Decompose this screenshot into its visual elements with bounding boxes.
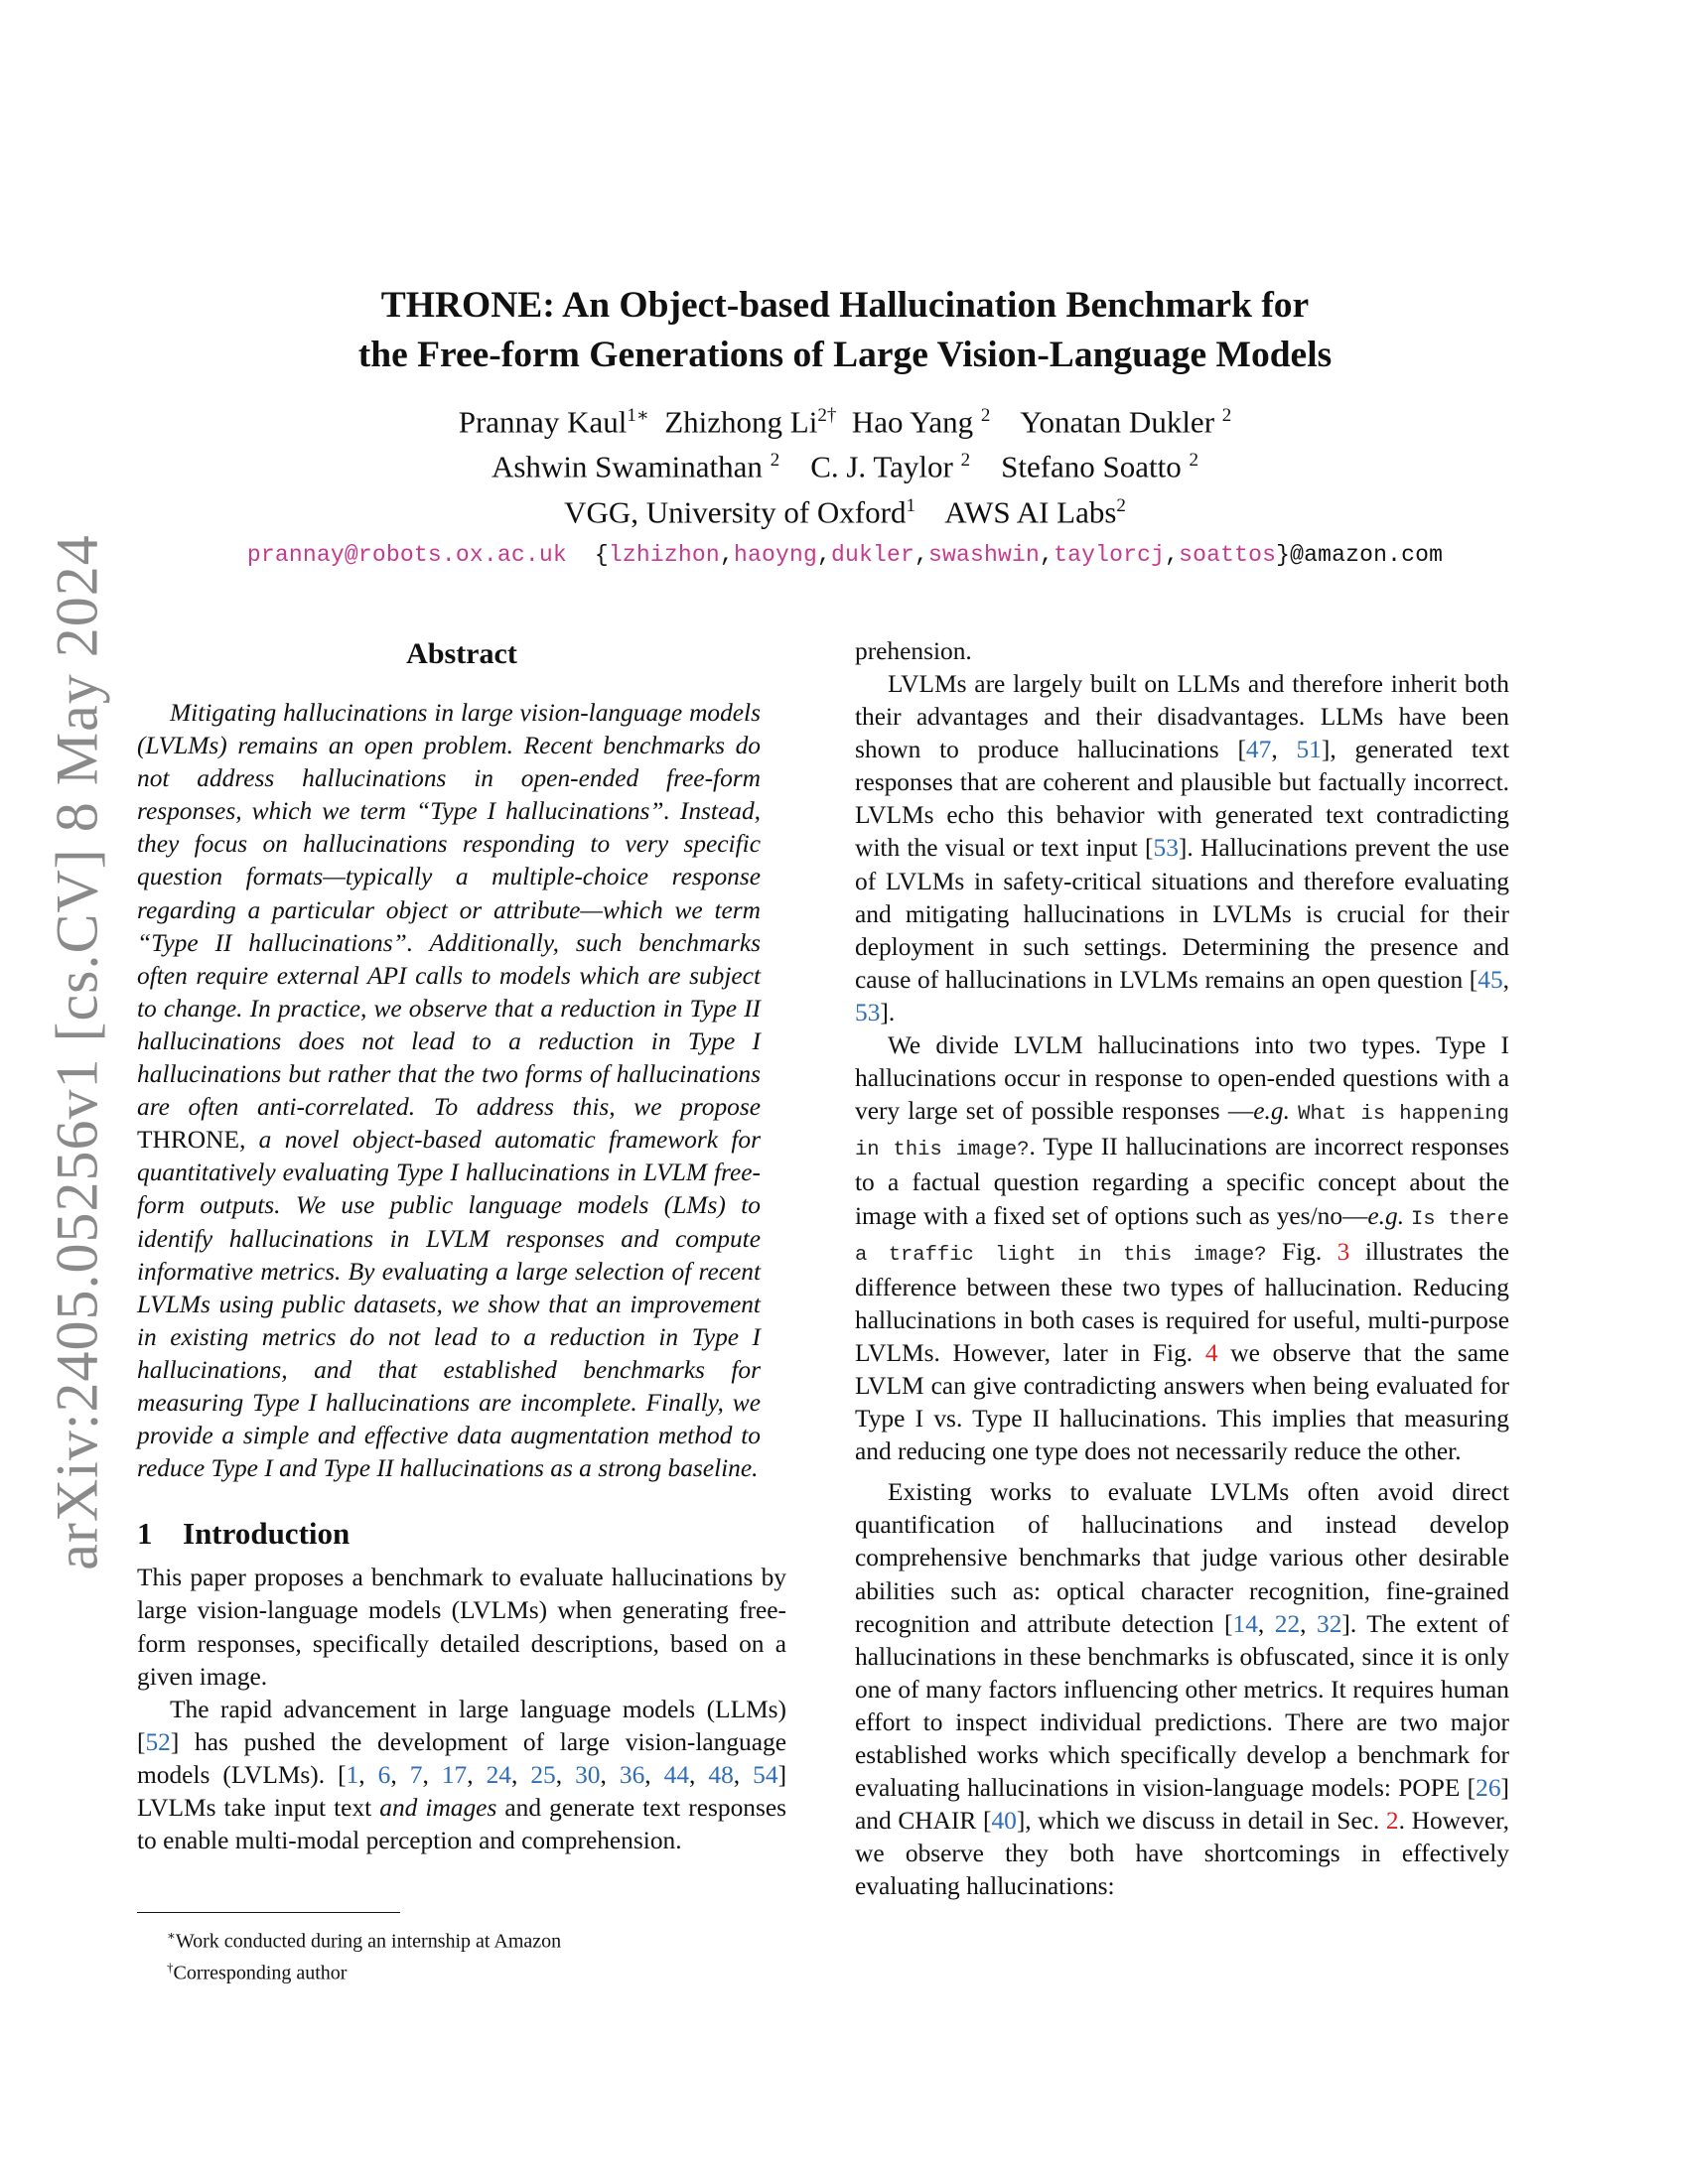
citation-link[interactable]: 36 xyxy=(619,1760,645,1789)
citation-link[interactable]: 48 xyxy=(708,1760,734,1789)
throne-name: THRONE xyxy=(137,1126,239,1155)
footnote: †Corresponding author xyxy=(167,1959,348,1984)
email-link[interactable]: soattos xyxy=(1179,541,1277,568)
right-column xyxy=(855,635,1509,1903)
citation-link[interactable]: 1 xyxy=(346,1760,359,1789)
affiliations: VGG, University of Oxford$^1$ AWS AI Labs$^2$ xyxy=(564,493,1126,529)
example-question: Is there a traffic light in this image? xyxy=(855,1207,1509,1267)
email-link[interactable]: taylorcj xyxy=(1054,541,1166,568)
intro-paragraph: The rapid advancement in large language models (LLMs) [52] has pushed the development of large vision-language models (LVLMs). [1, 6, 7, 17, 24, 25, 30, 36, 44, 48, 54] LVLMs take input text and images and generate text responses to enable multi-modal perception and comprehension. xyxy=(137,1695,787,1855)
author-name: C. J. Taylor xyxy=(810,449,953,484)
citation-link[interactable]: 6 xyxy=(377,1760,391,1789)
email-link[interactable]: swashwin xyxy=(928,541,1041,568)
email-list: prannay@robots.ox.ac.uk {lzhizhon,haoyng,dukler,swashwin,taylorcj,soattos}@amazon.com xyxy=(246,541,1444,568)
body-paragraph: Existing works to evaluate LVLMs often avoid direct quantification of hallucinations and instead develop comprehensive benchmarks that judge various other desirable abilities such as: optical character recognition, fine-grained recognition and attribute detection [14, 22, 32]. The extent of hallucinations in these benchmarks is obfuscated, since it is only one of many factors influencing other metrics. It requires human effort to inspect individual predictions. There are two major established works which specifically develop a benchmark for evaluating hallucinations in vision-language models: POPE [26] and CHAIR [40], which we discuss in detail in Sec. 2. However, we observe they both have shortcomings in effectively evaluating hallucinations: xyxy=(855,1478,1509,1901)
citation-link[interactable]: 45 xyxy=(1477,965,1503,994)
continued-line: prehension. xyxy=(855,637,972,665)
citation-link[interactable]: 32 xyxy=(1317,1609,1342,1638)
citation-link[interactable]: 14 xyxy=(1232,1609,1258,1638)
citation-link[interactable]: 51 xyxy=(1296,736,1322,764)
citation-link[interactable]: 44 xyxy=(663,1760,690,1789)
paper-header xyxy=(129,281,1561,568)
author-name: Prannay Kaul xyxy=(458,404,628,440)
citation-link[interactable]: 54 xyxy=(753,1760,778,1789)
citation-link[interactable]: 7 xyxy=(409,1760,423,1789)
author-list: Prannay Kaul$^{1∗}$ Zhizhong $Li^{2\dagger}$ Hao Yang $^2$ Yonatan Dukler $^2$ Ashwin Swaminathan $^2$ C. J. Taylor $^2$ Stefano Soatto $^2$ VGG, University of Oxford$^1$ AWS AI Labs$^2$ xyxy=(129,396,1561,531)
body-paragraph: We divide LVLM hallucinations into two types. Type I hallucinations occur in response to open-ended questions with a very large set of possible responses —e.g. What is happening in this image?. Type II hallucinations are incorrect responses to a factual question regarding a specific concept about the image with a fixed set of options such as yes/no—e.g. Is there a traffic light in this image? Fig. 3 illustrates the difference between these two types of hallucination. Reducing hallucinations in both cases is required for useful, multi-purpose LVLMs. However, later in Fig. 4 we observe that the same LVLM can give contradicting answers when being evaluated for Type I vs. Type II hallucinations. This implies that measuring and reducing one type does not necessarily reduce the other. xyxy=(855,1031,1510,1466)
footnote-divider xyxy=(137,1912,400,1913)
citation-link[interactable]: 40 xyxy=(991,1807,1017,1836)
citation-link[interactable]: 30 xyxy=(575,1760,601,1789)
citation-link[interactable]: 22 xyxy=(1274,1609,1301,1638)
citation-link[interactable]: 17 xyxy=(441,1760,468,1789)
citation-link[interactable]: 53 xyxy=(1153,834,1179,863)
paper-title: THRONE: An Object-based Hallucination Benchmark for the Free-form Generations of Large Vision-Language Models xyxy=(357,285,1333,375)
author-name: Ashwin Swaminathan xyxy=(491,449,763,484)
introduction-heading: 1 Introduction xyxy=(137,1516,351,1552)
author-name: Zhizhong Li xyxy=(664,404,818,440)
figure-link[interactable]: 4 xyxy=(1204,1338,1218,1367)
email-link[interactable]: lzhizhon xyxy=(608,541,720,568)
email-link[interactable]: dukler xyxy=(830,541,914,568)
footnote: ∗Work conducted during an internship at Amazon xyxy=(167,1928,562,1953)
citation-link[interactable]: 25 xyxy=(530,1760,556,1789)
email-link[interactable]: prannay@robots.ox.ac.uk xyxy=(246,541,567,568)
author-name: Yonatan Dukler xyxy=(1020,404,1215,440)
abstract-body: Mitigating hallucinations in large vision-language models (LVLMs) remains an open problem. Recent benchmarks do not address hallucinations in open-ended free-form responses, which we term “Type I hallucinations”. Instead, they focus on hallucinations responding to very specific question formats—typically a multiple-choice response regarding a particular object or attribute—which we term “Type II hallucinations”. Additionally, such benchmarks often require external API calls to models which are subject to change. In practice, we observe that a reduction in Type II hallucinations does not lead to a reduction in Type I hallucinations but rather that the two forms of hallucinations are often anti-correlated. To address this, we propose THRONE, a novel object-based automatic framework for quantitatively evaluating Type I hallucinations in LVLM free-form outputs. We use public language models (LMs) to identify hallucinations in LVLM responses and compute informative metrics. By evaluating a large selection of recent LVLMs using public datasets, we show that an improvement in existing metrics do not lead to a reduction in Type I hallucinations, and that established benchmarks for measuring Type I hallucinations are incomplete. Finally, we provide a simple and effective data augmentation method to reduce Type I and Type II hallucinations as a strong baseline. xyxy=(137,699,761,1483)
citation-link[interactable]: 52 xyxy=(145,1727,171,1756)
author-name: Hao Yang xyxy=(851,404,974,440)
example-question: What is happening in this image? xyxy=(855,1103,1509,1162)
body-paragraph: LVLMs are largely built on LLMs and therefore inherit both their advantages and their disadvantages. LLMs have been shown to produce hallucinations [47, 51], generated text responses that are coherent and plausible but factually incorrect. LVLMs echo this behavior with generated text contradicting with the visual or text input [53]. Hallucinations prevent the use of LVLMs in safety-critical situations and therefore evaluating and mitigating hallucinations in LVLMs is crucial for their deployment in such settings. Determining the presence and cause of hallucinations in LVLMs remains an open question [45, 53]. xyxy=(855,670,1510,1026)
intro-paragraph: This paper proposes a benchmark to evaluate hallucinations by large vision-language models (LVLMs) when generating free-form responses, specifically detailed descriptions, based on a given image. xyxy=(137,1564,786,1691)
email-link[interactable]: haoyng xyxy=(733,541,817,568)
citation-link[interactable]: 26 xyxy=(1476,1774,1501,1803)
footnotes xyxy=(167,1923,561,1985)
citation-link[interactable]: 53 xyxy=(855,998,881,1026)
arxiv-side-stamp: arXiv:2405.05256v1 [cs.CV] 8 May 2024 xyxy=(44,534,110,1570)
figure-link[interactable]: 3 xyxy=(1336,1237,1350,1266)
author-name: Stefano Soatto xyxy=(1001,449,1182,484)
citation-link[interactable]: 47 xyxy=(1245,736,1272,764)
abstract-heading: Abstract xyxy=(406,637,517,670)
section-link[interactable]: 2 xyxy=(1385,1807,1399,1836)
left-column xyxy=(137,635,786,1857)
citation-link[interactable]: 24 xyxy=(486,1760,511,1789)
